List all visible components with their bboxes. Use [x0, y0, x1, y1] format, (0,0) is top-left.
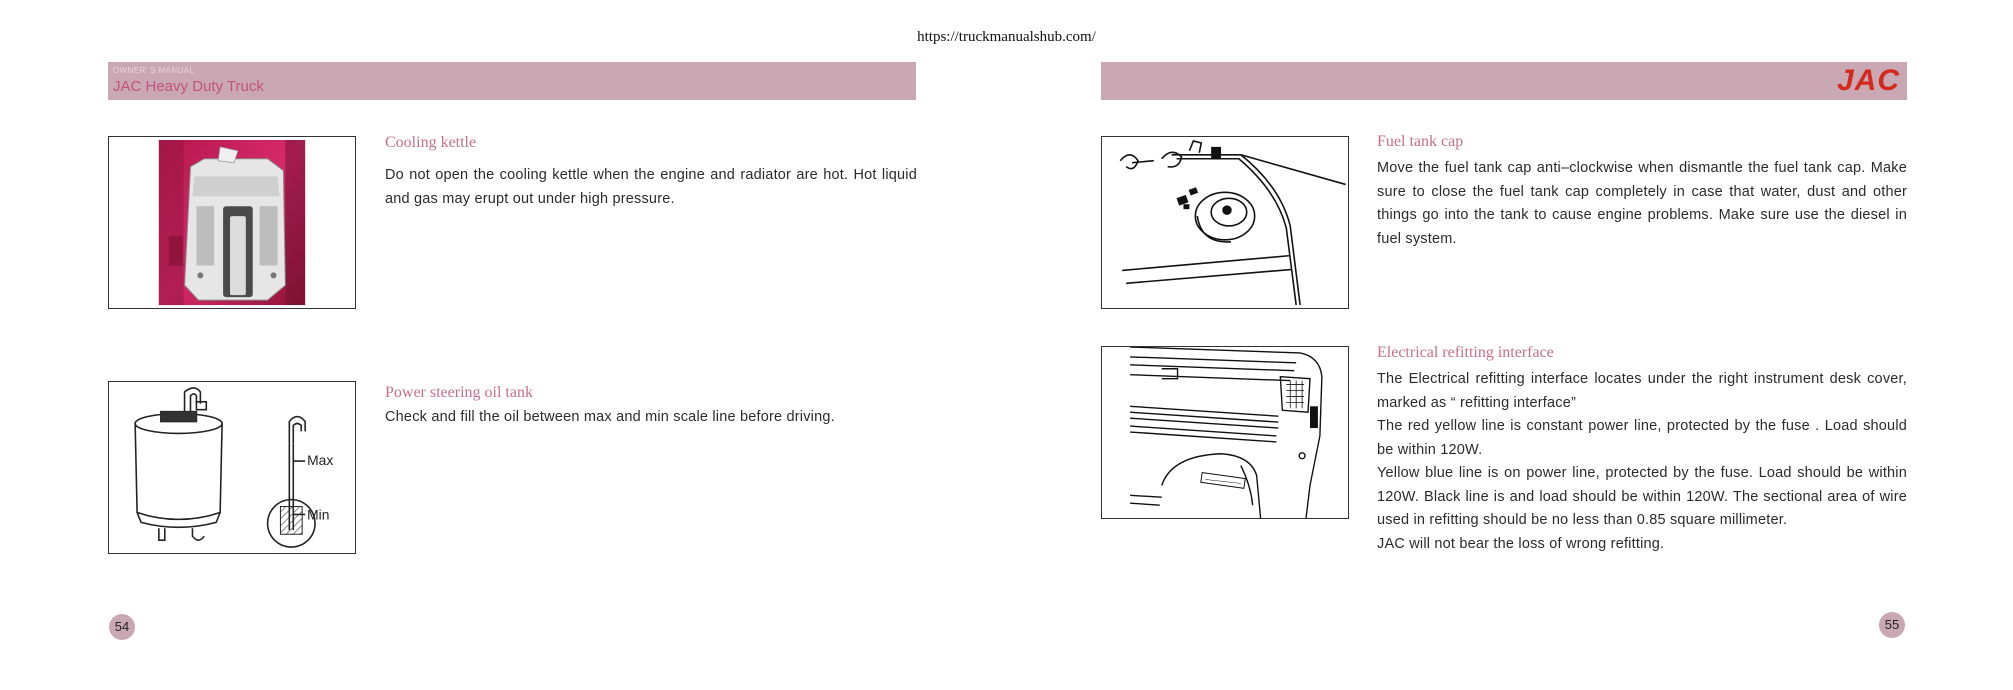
power-steering-oil-tank-figure [108, 381, 356, 554]
section-heading-cooling-kettle: Cooling kettle [385, 134, 477, 151]
electrical-refitting-paragraph-3: Yellow blue line is on power line, protected by the fuse. Load should be within 120W. Black line is and load should be within 120W. The sectional area of wire used in refitting should be no less than 0.85 square millimeter. [1377, 465, 1907, 528]
section-text-electrical-refitting [1377, 368, 1907, 556]
section-heading-power-steering: Power steering oil tank [385, 384, 533, 401]
header-band-right [1101, 62, 1907, 100]
fuel-cap-illustration [1102, 137, 1348, 308]
refitting-interface-illustration [1102, 347, 1348, 518]
cooling-kettle-illustration [109, 137, 355, 308]
fuel-tank-cap-paragraph: Move the fuel tank cap anti–clockwise when dismantle the fuel tank cap. Make sure to close the fuel tank cap completely in case that water, dust and other things go into the tank to cause engine problems. Make sure use the diesel in fuel system. [1377, 160, 1907, 247]
page-number-left: 54 [109, 614, 135, 640]
header-band-left [108, 62, 916, 100]
oil-tank-illustration [109, 382, 355, 553]
max-label: Max [307, 452, 334, 469]
fuel-tank-cap-figure [1101, 136, 1349, 309]
manual-label: OWNER' S MANUAL [113, 66, 195, 75]
jac-logo: JAC [1836, 64, 1900, 97]
cooling-kettle-paragraph: Do not open the cooling kettle when the engine and radiator are hot. Hot liquid and gas may erupt out under high pressure. [385, 167, 917, 207]
page-number-right: 55 [1879, 612, 1905, 638]
electrical-refitting-paragraph-1: The Electrical refitting interface locates under the right instrument desk cover, marked as “ refitting interface” [1377, 371, 1907, 411]
source-url[interactable]: https://truckmanualshub.com/ [917, 29, 1096, 45]
section-text-fuel-tank-cap [1377, 157, 1907, 251]
cooling-kettle-figure [108, 136, 356, 309]
manual-title: JAC Heavy Duty Truck [113, 78, 264, 95]
power-steering-paragraph: Check and fill the oil between max and min scale line before driving. [385, 409, 835, 425]
min-label: Min [307, 506, 330, 523]
electrical-refitting-figure [1101, 346, 1349, 519]
electrical-refitting-paragraph-4: JAC will not bear the loss of wrong refitting. [1377, 535, 1665, 552]
section-text-power-steering [385, 406, 917, 430]
section-heading-electrical-refitting: Electrical refitting interface [1377, 344, 1554, 361]
section-heading-fuel-tank-cap: Fuel tank cap [1377, 133, 1464, 150]
electrical-refitting-paragraph-2: The red yellow line is constant power line, protected by the fuse . Load should be within 120W. [1377, 418, 1907, 458]
section-text-cooling-kettle [385, 164, 917, 211]
